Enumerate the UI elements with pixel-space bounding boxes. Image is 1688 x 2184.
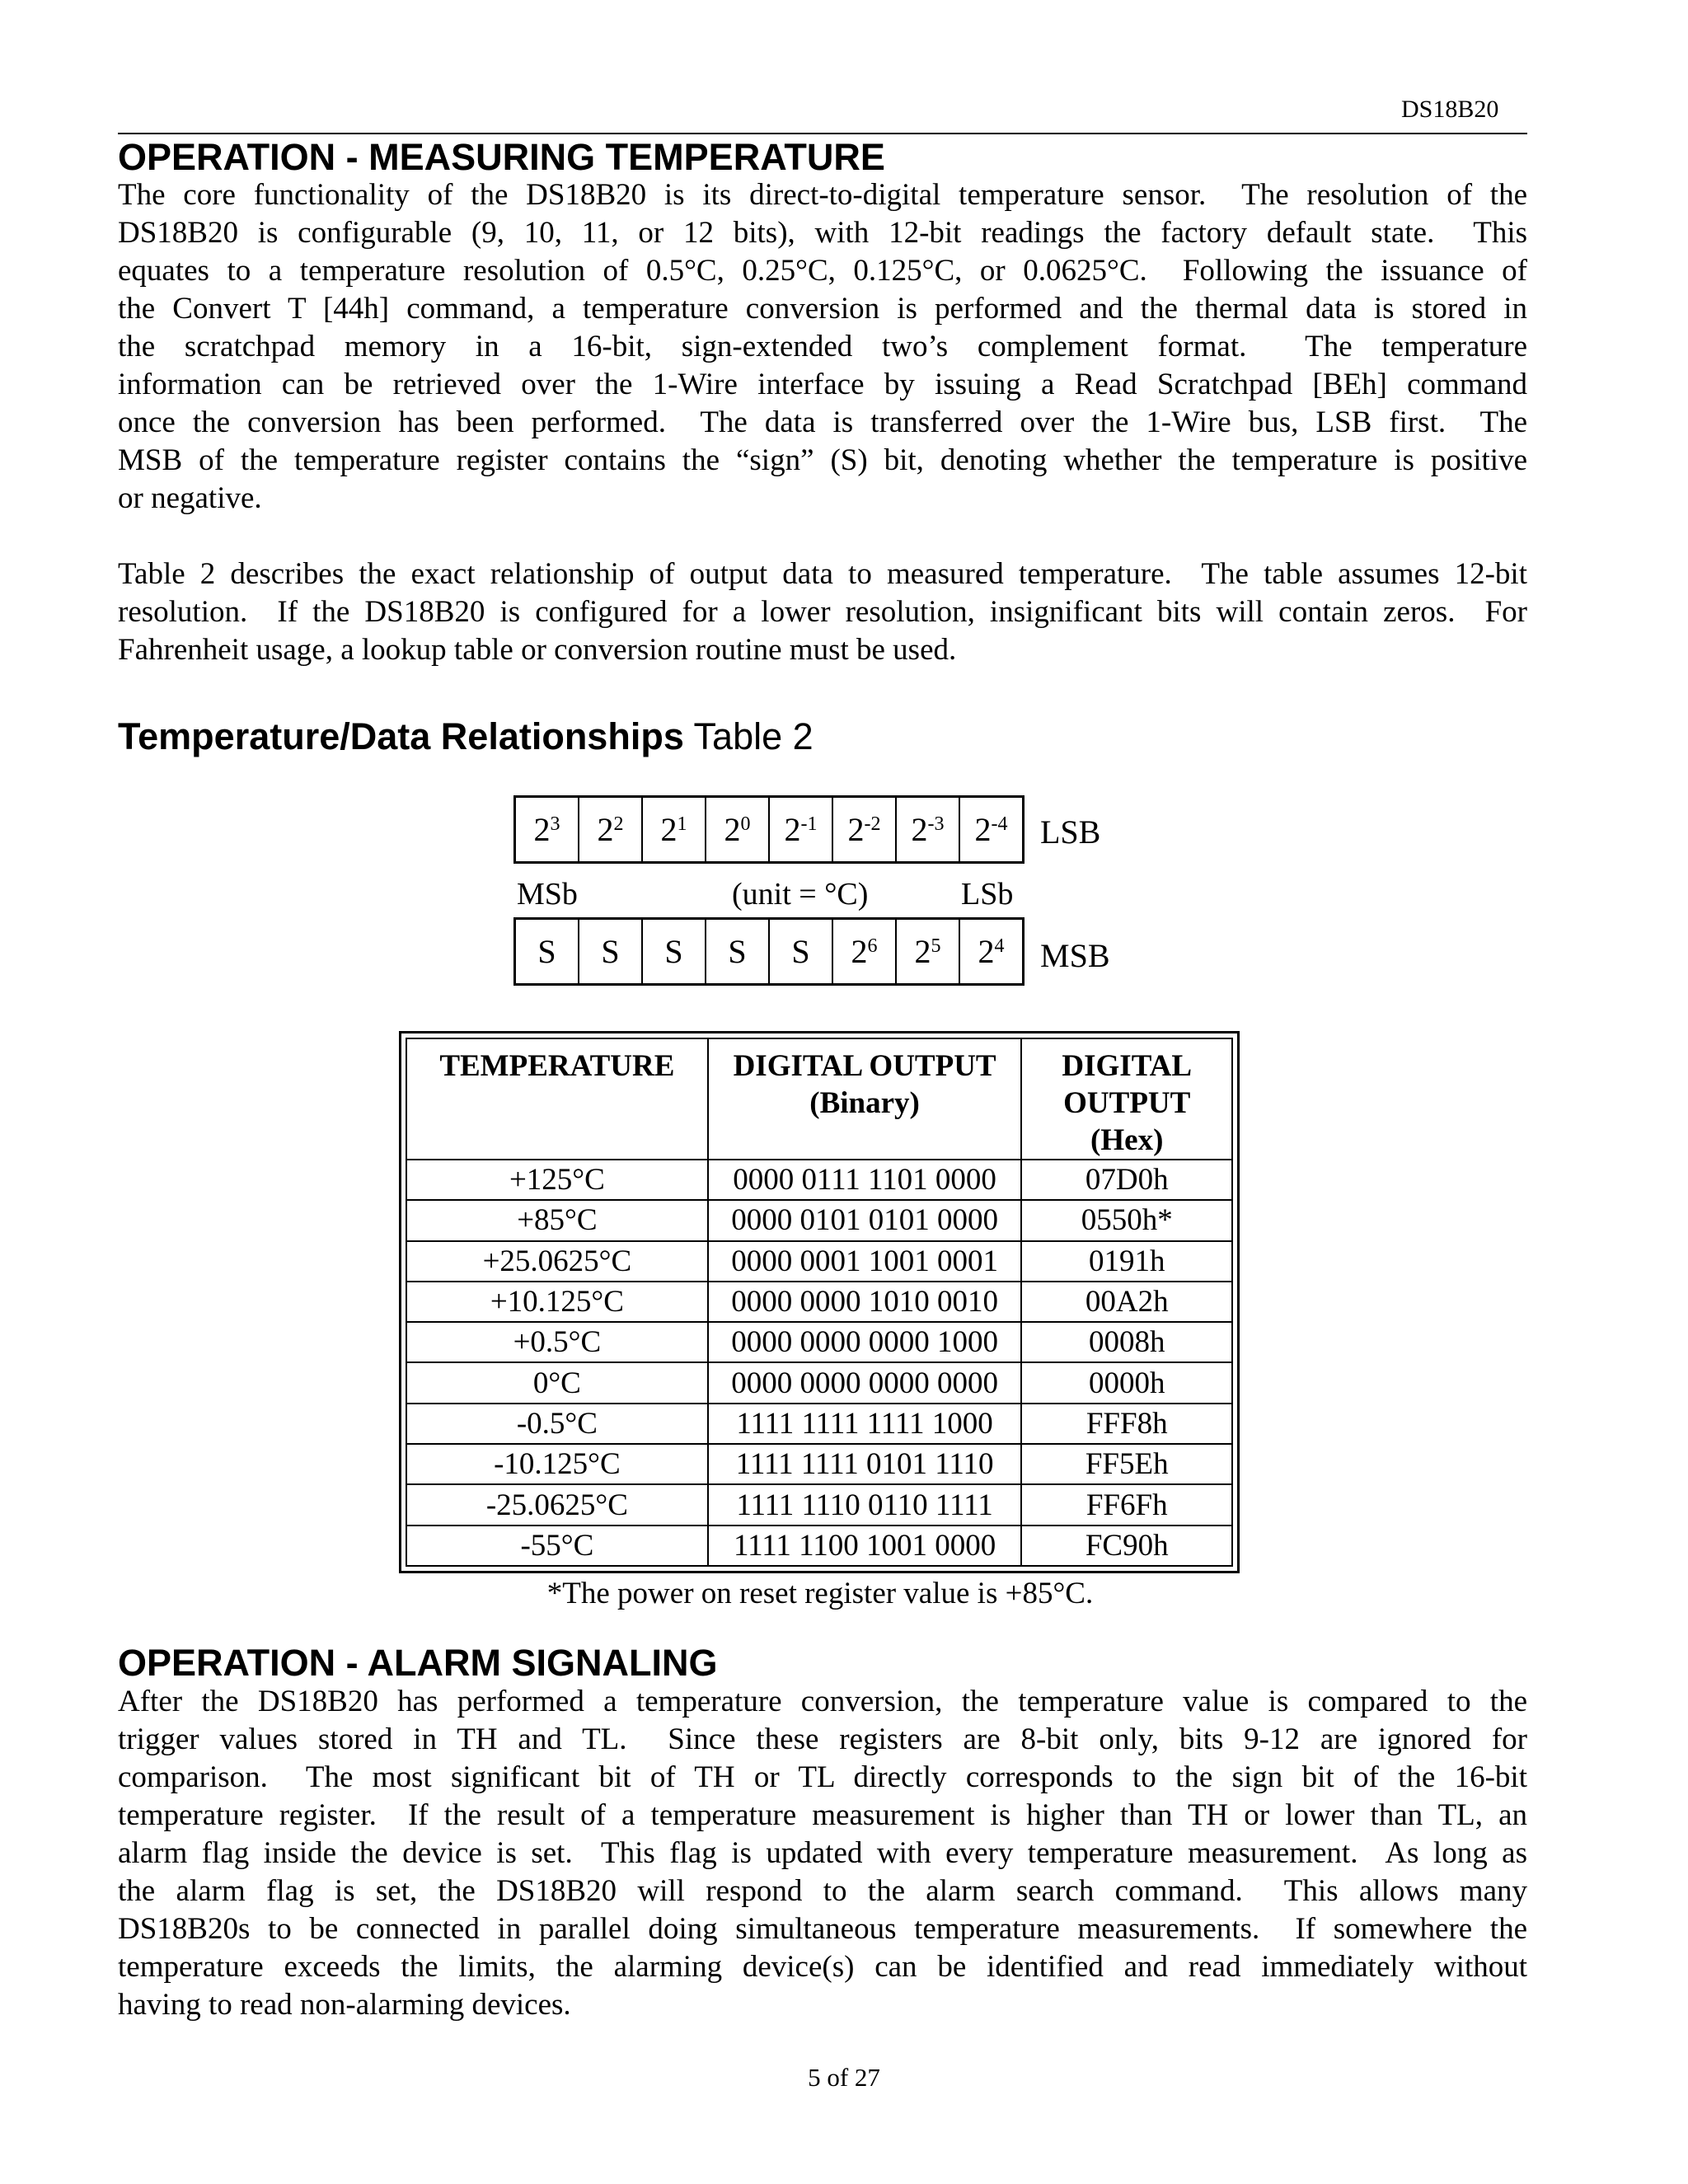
bit-base: 2 — [724, 811, 741, 848]
text-line: DS18B20 is configurable (9, 10, 11, or 12 bits), with 12-bit readings the factory default state. This — [118, 216, 1527, 250]
text-line: Table 2 describes the exact relationship of output data to measured temperature. The table assumes 12-bit — [118, 557, 1527, 591]
table-heading-number: Table 2 — [693, 715, 814, 757]
text-line: the scratchpad memory in a 16-bit, sign-extended two’s complement format. The temperature — [118, 330, 1527, 363]
hex-output-cell: FF6Fh — [1021, 1484, 1232, 1525]
temperature-cell: 0°C — [406, 1362, 708, 1403]
table-row — [406, 1362, 1232, 1403]
text-line: information can be retrieved over the 1-Wire interface by issuing a Read Scratchpad [BEh] command — [118, 368, 1527, 401]
text-line: the Convert T [44h] command, a temperature conversion is performed and the thermal data is stored in — [118, 292, 1527, 326]
binary-output-cell: 0000 0000 1010 0010 — [708, 1282, 1022, 1322]
header-temperature: TEMPERATURE — [406, 1038, 708, 1160]
text-line: temperature exceeds the limits, the alarming device(s) can be identified and read immediately without — [118, 1950, 1527, 1984]
paragraph-table-description — [118, 555, 1527, 669]
text-line: comparison. The most significant bit of TH or TL directly corresponds to the sign bit of the 16-bit — [118, 1760, 1527, 1794]
bit-exponent: 6 — [867, 935, 878, 957]
temperature-cell: -25.0625°C — [406, 1484, 708, 1525]
table-body — [406, 1160, 1232, 1566]
hex-output-cell: 0008h — [1021, 1322, 1232, 1362]
text-line: having to read non-alarming devices. — [118, 1988, 571, 2022]
bit-base: 2 — [784, 811, 801, 848]
binary-output-cell: 0000 0111 1101 0000 — [708, 1160, 1022, 1200]
hex-output-cell: 0000h — [1021, 1362, 1232, 1403]
table-row — [406, 1404, 1232, 1444]
bit-cell — [770, 920, 833, 983]
temperature-cell: +0.5°C — [406, 1322, 708, 1362]
text-line: equates to a temperature resolution of 0.5°C, 0.25°C, 0.125°C, or 0.0625°C. Following the issuance of — [118, 254, 1527, 288]
text-line: MSB of the temperature register contains the “sign” (S) bit, denoting whether the temperature is positive — [118, 443, 1527, 477]
msb-bit-label: MSb — [517, 877, 578, 912]
table-row — [406, 1322, 1232, 1362]
header-digital-output-binary: DIGITAL OUTPUT (Binary) — [708, 1038, 1022, 1160]
bit-base: 2 — [911, 811, 928, 848]
bit-exponent: 1 — [677, 813, 687, 835]
hex-output-cell: FFF8h — [1021, 1404, 1232, 1444]
bit-base: S — [664, 933, 683, 970]
binary-output-cell: 0000 0001 1001 0001 — [708, 1241, 1022, 1282]
bit-exponent: 2 — [613, 813, 624, 835]
paragraph-alarm-signaling — [118, 1683, 1527, 2024]
bit-base: 2 — [851, 933, 868, 970]
hex-output-cell: FF5Eh — [1021, 1444, 1232, 1484]
bit-cell — [770, 798, 833, 861]
temperature-cell: +25.0625°C — [406, 1241, 708, 1282]
binary-output-cell: 1111 1111 1111 1000 — [708, 1404, 1022, 1444]
bit-cell — [833, 798, 897, 861]
temperature-cell: -0.5°C — [406, 1404, 708, 1444]
bit-base: S — [537, 933, 556, 970]
lsb-register-bits — [513, 795, 1025, 864]
bit-base: 2 — [533, 811, 551, 848]
bit-base: S — [601, 933, 620, 970]
text-line: or negative. — [118, 481, 262, 515]
bit-base: 2 — [974, 811, 992, 848]
table-row — [406, 1200, 1232, 1240]
hex-output-cell: 0191h — [1021, 1241, 1232, 1282]
lsb-register-label: LSB — [1040, 813, 1101, 851]
page-header-part-number: DS18B20 — [1401, 96, 1499, 123]
text-line: once the conversion has been performed. The data is transferred over the 1-Wire bus, LSB first. The — [118, 405, 1527, 439]
text-line: trigger values stored in TH and TL. Since these registers are 8-bit only, bits 9-12 are ignored for — [118, 1722, 1527, 1756]
binary-output-cell: 1111 1100 1001 0000 — [708, 1526, 1022, 1566]
bit-base: S — [728, 933, 747, 970]
temperature-cell: -10.125°C — [406, 1444, 708, 1484]
bit-exponent: 4 — [994, 935, 1005, 957]
bit-cell — [579, 798, 643, 861]
bit-cell — [516, 920, 579, 983]
bit-base: S — [791, 933, 810, 970]
bit-exponent: -4 — [991, 813, 1008, 835]
hex-output-cell: 0550h* — [1021, 1200, 1232, 1240]
table-row — [406, 1160, 1232, 1200]
table-footnote: *The power on reset register value is +85°C. — [546, 1577, 1094, 1610]
table-header-row — [406, 1038, 1232, 1160]
bit-cell — [706, 920, 770, 983]
msb-register-bits — [513, 917, 1025, 986]
header-digital-output-hex: DIGITAL OUTPUT (Hex) — [1021, 1038, 1232, 1160]
text-line: alarm flag inside the device is set. This flag is updated with every temperature measurement. As long as — [118, 1836, 1527, 1870]
temperature-data-table-frame — [399, 1031, 1240, 1573]
bit-cell — [579, 920, 643, 983]
temperature-data-table — [406, 1038, 1233, 1567]
binary-output-cell: 0000 0000 0000 1000 — [708, 1322, 1022, 1362]
text-line: the alarm flag is set, the DS18B20 will respond to the alarm search command. This allows many — [118, 1874, 1527, 1908]
bit-cell — [643, 920, 706, 983]
unit-label: (unit = °C) — [732, 877, 869, 912]
bit-base: 2 — [597, 811, 614, 848]
bit-base: 2 — [847, 811, 865, 848]
lsb-bit-label: LSb — [961, 877, 1014, 912]
msb-register-label: MSB — [1040, 937, 1110, 974]
bit-base: 2 — [660, 811, 678, 848]
paragraph-measuring-temperature — [118, 176, 1527, 518]
table-row — [406, 1484, 1232, 1525]
binary-output-cell: 1111 1111 0101 1110 — [708, 1444, 1022, 1484]
bit-cell — [960, 798, 1022, 861]
table-heading-bold: Temperature/Data Relationships — [118, 715, 684, 757]
binary-output-cell: 0000 0101 0101 0000 — [708, 1200, 1022, 1240]
bit-cell — [897, 798, 960, 861]
bit-cell — [960, 920, 1022, 983]
bit-exponent: -1 — [800, 813, 818, 835]
text-line: After the DS18B20 has performed a temperature conversion, the temperature value is compared to the — [118, 1685, 1527, 1718]
bit-cell — [706, 798, 770, 861]
bit-exponent: -2 — [864, 813, 881, 835]
table-row — [406, 1282, 1232, 1322]
table-row — [406, 1241, 1232, 1282]
bit-exponent: 0 — [740, 813, 751, 835]
bit-cell — [643, 798, 706, 861]
temperature-cell: +125°C — [406, 1160, 708, 1200]
bit-exponent: 3 — [550, 813, 560, 835]
text-line: temperature register. If the result of a temperature measurement is higher than TH or lower than TL, an — [118, 1798, 1527, 1832]
text-line: The core functionality of the DS18B20 is its direct-to-digital temperature sensor. The resolution of the — [118, 178, 1527, 212]
bit-cell — [833, 920, 897, 983]
section-title-measuring-temperature: OPERATION - MEASURING TEMPERATURE — [118, 136, 885, 178]
binary-output-cell: 1111 1110 0110 1111 — [708, 1484, 1022, 1525]
text-line: Fahrenheit usage, a lookup table or conversion routine must be used. — [118, 633, 957, 667]
page-number: 5 of 27 — [808, 2063, 880, 2092]
hex-output-cell: FC90h — [1021, 1526, 1232, 1566]
temperature-cell: -55°C — [406, 1526, 708, 1566]
table-row — [406, 1444, 1232, 1484]
text-line: DS18B20s to be connected in parallel doing simultaneous temperature measurements. If somewhere the — [118, 1912, 1527, 1946]
temperature-cell: +85°C — [406, 1200, 708, 1240]
binary-output-cell: 0000 0000 0000 0000 — [708, 1362, 1022, 1403]
section-title-alarm-signaling: OPERATION - ALARM SIGNALING — [118, 1642, 718, 1684]
table-heading — [118, 715, 814, 757]
text-line: resolution. If the DS18B20 is configured for a lower resolution, insignificant bits will contain zeros. For — [118, 595, 1527, 629]
bit-exponent: 5 — [931, 935, 941, 957]
bit-exponent: -3 — [927, 813, 945, 835]
table-row — [406, 1526, 1232, 1566]
bit-cell — [897, 920, 960, 983]
bit-base: 2 — [978, 933, 995, 970]
bit-base: 2 — [914, 933, 931, 970]
hex-output-cell: 00A2h — [1021, 1282, 1232, 1322]
temperature-cell: +10.125°C — [406, 1282, 708, 1322]
hex-output-cell: 07D0h — [1021, 1160, 1232, 1200]
bit-cell — [516, 798, 579, 861]
header-rule — [118, 133, 1527, 134]
